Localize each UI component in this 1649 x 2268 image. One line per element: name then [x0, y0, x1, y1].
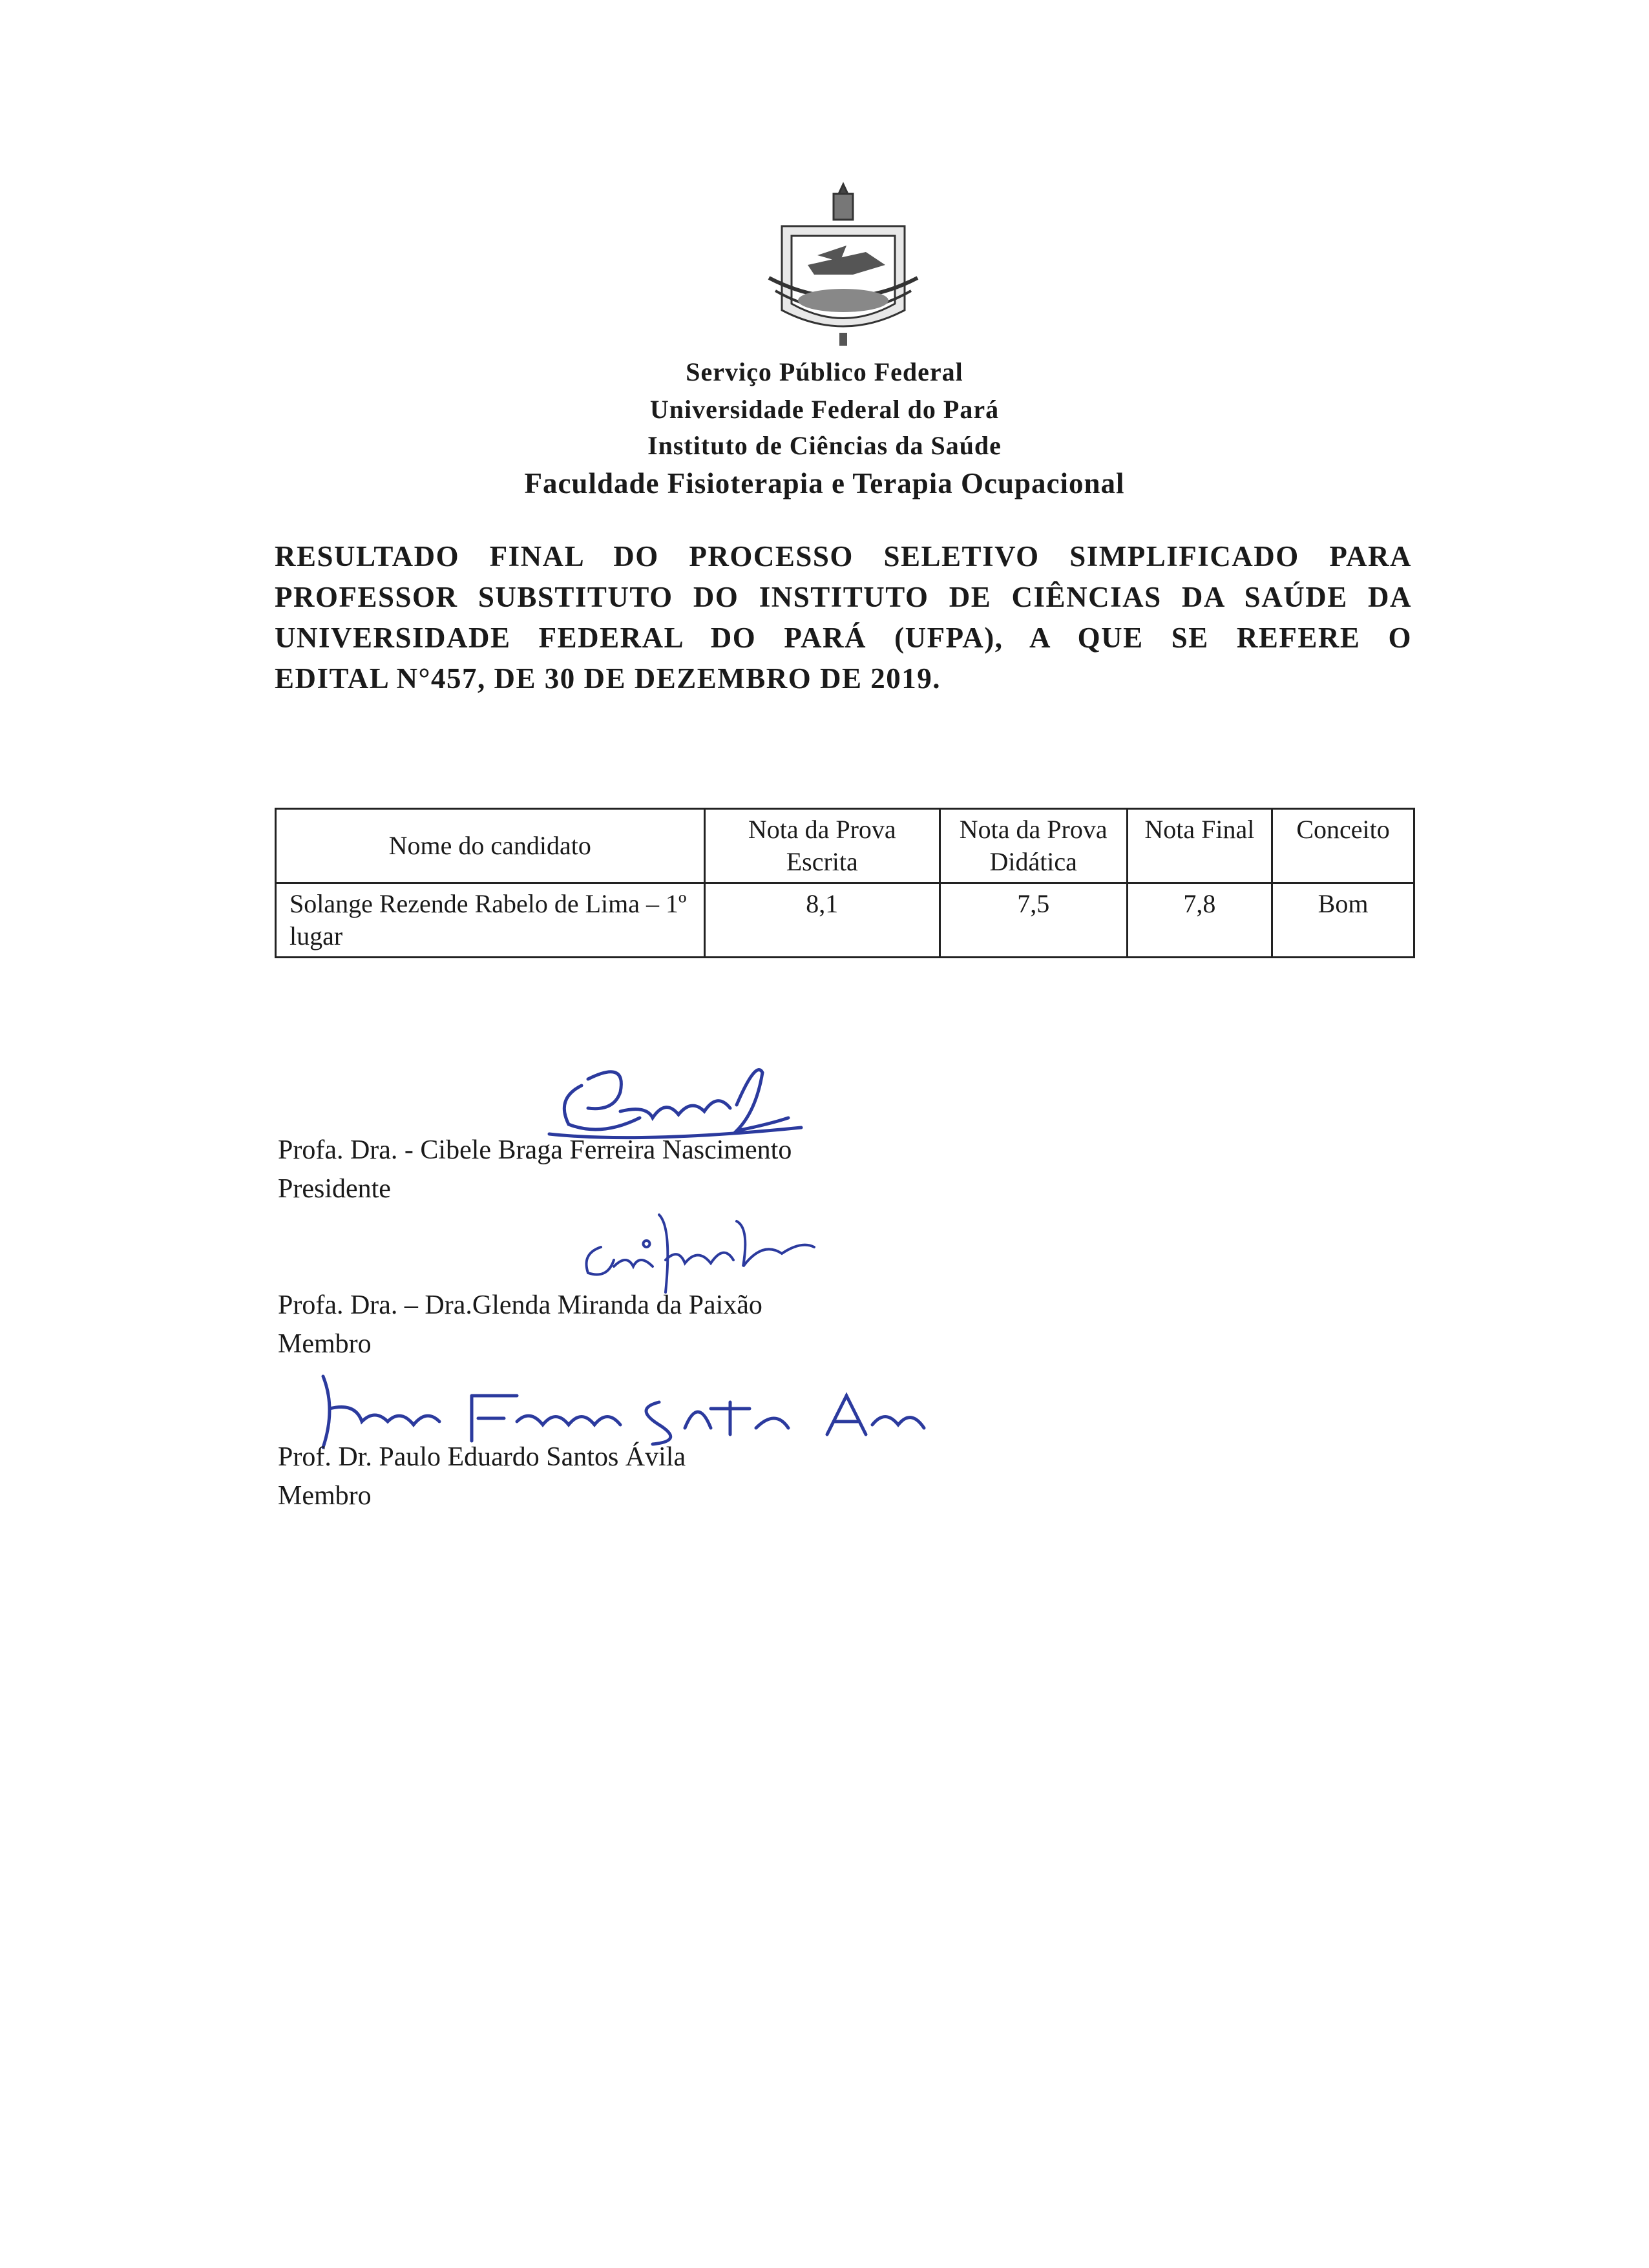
signatory-name: Profa. Dra. - Cibele Braga Ferreira Nascimento: [278, 1135, 792, 1165]
header-nota-didatica: Nota da Prova Didática: [940, 809, 1127, 883]
header-line-institute: Instituto de Ciências da Saúde: [647, 431, 1002, 460]
table-header-row: [276, 809, 1414, 883]
header-conceito: Conceito: [1272, 809, 1414, 883]
signatory-block: [278, 1438, 686, 1515]
signatory-name: Profa. Dra. – Dra.Glenda Miranda da Paixão: [278, 1290, 762, 1320]
title-line: EDITAL N°457, DE 30 DE DEZEMBRO DE 2019.: [275, 662, 941, 695]
header-line-university: Universidade Federal do Pará: [649, 395, 1000, 424]
signature-member-1: [575, 1202, 821, 1299]
signature-president: [543, 1047, 814, 1144]
signatory-name: Prof. Dr. Paulo Eduardo Santos Ávila: [278, 1442, 686, 1472]
nota-escrita: 8,1: [704, 883, 940, 958]
signatory-role: Membro: [278, 1481, 372, 1511]
header-nome: Nome do candidato: [276, 809, 705, 883]
signatory-role: Membro: [278, 1329, 372, 1359]
header-line-service: Serviço Público Federal: [686, 357, 963, 386]
results-table: [275, 808, 1415, 958]
title-line: UNIVERSIDADE FEDERAL DO PARÁ (UFPA), A QUE SE REFERE O: [275, 622, 1412, 654]
header-nota-final: Nota Final: [1127, 809, 1272, 883]
conceito: Bom: [1272, 883, 1414, 958]
header-nota-escrita: Nota da Prova Escrita: [704, 809, 940, 883]
candidate-name: Solange Rezende Rabelo de Lima – 1º lugar: [276, 883, 705, 958]
nota-final: 7,8: [1127, 883, 1272, 958]
signatory-role: Presidente: [278, 1174, 391, 1204]
document-title: [275, 536, 1412, 699]
header-line-faculty: Faculdade Fisioterapia e Terapia Ocupacional: [524, 467, 1125, 499]
nota-didatica: 7,5: [940, 883, 1127, 958]
signatory-block: [278, 1131, 792, 1208]
title-line: PROFESSOR SUBSTITUTO DO INSTITUTO DE CIÊNCIAS DA SAÚDE DA: [275, 581, 1412, 613]
table-row: [276, 883, 1414, 958]
signatory-block: [278, 1286, 762, 1363]
title-line: RESULTADO FINAL DO PROCESSO SELETIVO SIMPLIFICADO PARA: [275, 540, 1412, 572]
ufpa-crest-logo: [756, 181, 930, 349]
